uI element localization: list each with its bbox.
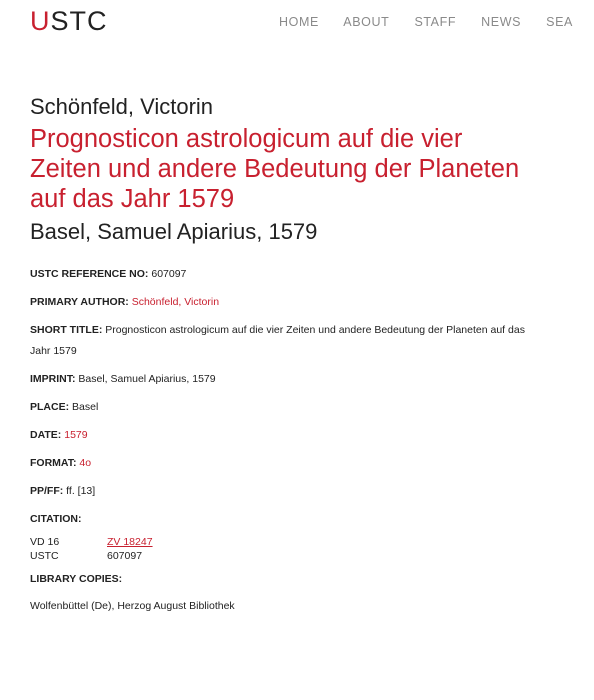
reference-label: USTC REFERENCE NO:	[30, 268, 149, 280]
field-pp-ff	[30, 481, 530, 502]
field-library-copies	[30, 569, 530, 590]
library-copies-label: LIBRARY COPIES:	[30, 573, 123, 585]
citation-label: CITATION:	[30, 513, 82, 525]
field-primary-author	[30, 292, 530, 313]
field-date	[30, 425, 530, 446]
place-label: PLACE:	[30, 401, 70, 413]
author-heading: Schönfeld, Victorin	[30, 94, 214, 119]
citation-ref-link[interactable]: ZV 18247	[107, 536, 153, 548]
site-logo[interactable]	[30, 6, 108, 36]
field-imprint	[30, 369, 530, 390]
date-label: DATE:	[30, 429, 62, 441]
logo-letter-u: U	[30, 6, 51, 36]
field-format	[30, 453, 530, 474]
reference-value: 607097	[151, 268, 187, 280]
library-copies-list	[30, 599, 530, 613]
short-title-label: SHORT TITLE:	[30, 324, 103, 336]
nav-staff[interactable]: STAFF	[414, 15, 457, 29]
record-title: Prognosticon astrologicum auf die vier Zeiten und andere Bedeutung der Planeten auf das Jahr 1579	[30, 125, 520, 213]
citation-source: USTC	[30, 550, 59, 562]
format-label: FORMAT:	[30, 457, 77, 469]
nav-home[interactable]: HOME	[279, 15, 319, 29]
imprint-heading: Basel, Samuel Apiarius, 1579	[30, 219, 318, 244]
field-place	[30, 397, 530, 418]
imprint-label: IMPRINT:	[30, 373, 76, 385]
nav-news[interactable]: NEWS	[481, 15, 522, 29]
short-title-value: Prognosticon astrologicum auf die vier Zeiten und andere Bedeutung der Planeten auf das Jahr 1579	[30, 324, 525, 357]
imprint-value: Basel, Samuel Apiarius, 1579	[78, 373, 216, 385]
nav-about[interactable]: ABOUT	[343, 15, 390, 29]
pp-ff-label: PP/FF:	[30, 485, 64, 497]
place-value: Basel	[72, 401, 99, 413]
record-fields	[30, 264, 530, 613]
nav-search[interactable]: SEA	[546, 15, 573, 29]
field-reference	[30, 264, 530, 285]
library-copy-item: Wolfenbüttel (De), Herzog August Bibliothek	[30, 600, 235, 612]
primary-author-link[interactable]: Schönfeld, Victorin	[131, 296, 220, 308]
field-short-title	[30, 320, 530, 362]
date-link[interactable]: 1579	[64, 429, 88, 441]
citation-row	[30, 535, 530, 549]
logo-letters-stc: STC	[50, 6, 108, 36]
pp-ff-value: ff. [13]	[66, 485, 96, 497]
citation-row	[30, 549, 530, 563]
format-link[interactable]: 4o	[79, 457, 92, 469]
main-nav	[279, 15, 594, 29]
citation-list	[30, 535, 530, 563]
citation-source: VD 16	[30, 536, 60, 548]
citation-ref: 607097	[107, 550, 143, 562]
field-citation	[30, 509, 530, 530]
primary-author-label: PRIMARY AUTHOR:	[30, 296, 129, 308]
